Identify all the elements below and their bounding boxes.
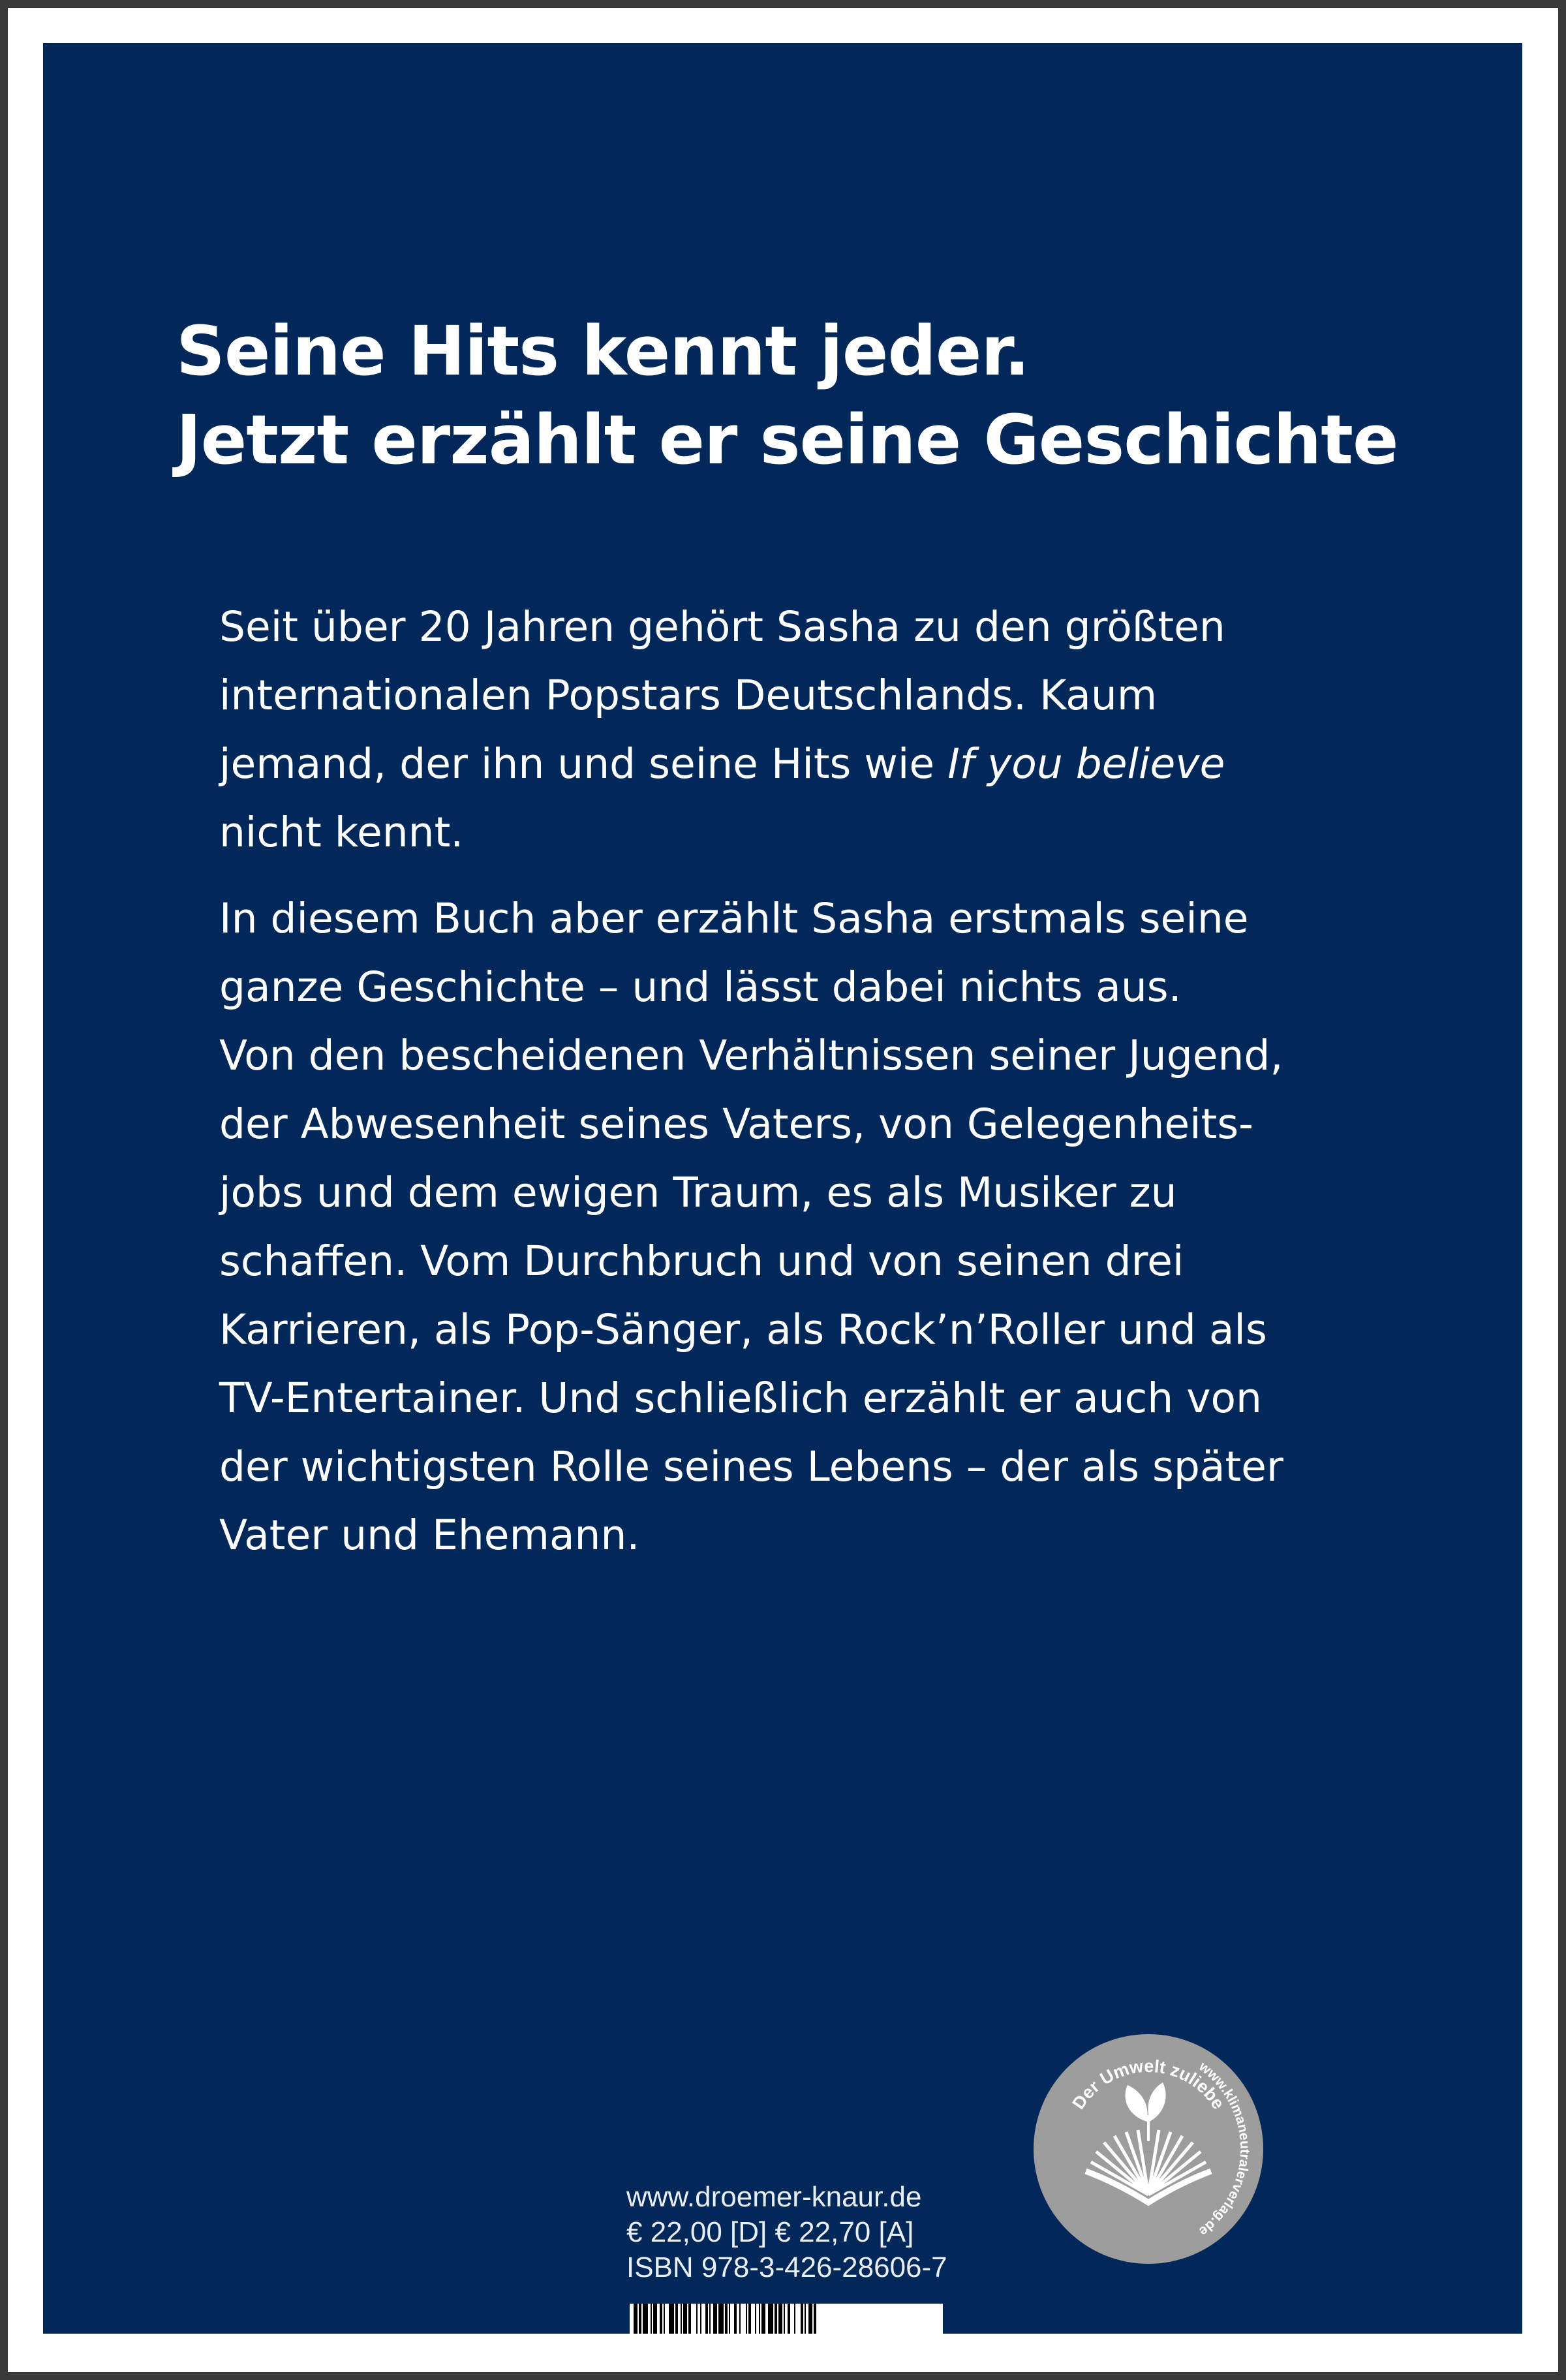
barcode-bar bbox=[814, 2304, 816, 2334]
imprint bbox=[626, 2180, 953, 2285]
blurb-line: TV-Entertainer. Und schließlich erzählt er auch von bbox=[219, 1374, 1262, 1422]
barcode-bar bbox=[739, 2304, 741, 2334]
climate-neutral-seal bbox=[1031, 2032, 1266, 2266]
barcode-bar bbox=[794, 2304, 795, 2334]
blurb-line-text: jemand, der ihn und seine Hits wie bbox=[219, 740, 948, 788]
isbn: ISBN 978-3-426-28606-7 bbox=[626, 2251, 947, 2283]
blurb-line: ganze Geschichte – und lässt dabei nichts aus. bbox=[219, 963, 1182, 1011]
barcode-bar bbox=[805, 2304, 806, 2334]
barcode-bar bbox=[700, 2304, 701, 2334]
blurb-line: In diesem Buch aber erzählt Sasha erstmals seine bbox=[219, 895, 1249, 942]
blurb-line: jobs und dem ewigen Traum, es als Musiker zu bbox=[219, 1169, 1177, 1216]
headline-line-2: Jetzt erzählt er seine Geschichte bbox=[176, 400, 1398, 480]
blurb-paragraph-2 bbox=[219, 884, 1394, 1569]
blurb-line bbox=[219, 730, 1394, 798]
barcode-bar bbox=[748, 2304, 751, 2334]
barcode-bar bbox=[688, 2304, 691, 2334]
barcode-bars bbox=[630, 2304, 943, 2334]
price-info: € 22,00 [D] € 22,70 [A] bbox=[626, 2216, 914, 2248]
blurb-line: der Abwesenheit seines Vaters, von Gelegenheits- bbox=[219, 1100, 1253, 1148]
barcode-bar bbox=[729, 2304, 730, 2334]
blurb-line: Karrieren, als Pop-Sänger, als Rock’n’Roller und als bbox=[219, 1306, 1267, 1353]
song-title: If you believe bbox=[947, 740, 1225, 788]
barcode-bar bbox=[705, 2304, 708, 2334]
blurb-line: Seit über 20 Jahren gehört Sasha zu den größten bbox=[219, 603, 1225, 651]
barcode-bar bbox=[775, 2304, 777, 2334]
barcode-bar bbox=[801, 2304, 803, 2334]
barcode-bar bbox=[808, 2304, 812, 2334]
barcode-bar bbox=[634, 2304, 637, 2334]
barcode bbox=[630, 2304, 943, 2334]
barcode-bar bbox=[651, 2304, 652, 2334]
blurb-line: Von den bescheidenen Verhältnissen seiner Jugend, bbox=[219, 1032, 1283, 1079]
barcode-bar bbox=[681, 2304, 682, 2334]
blurb-line: Vater und Ehemann. bbox=[219, 1511, 640, 1559]
blurb-line: der wichtigsten Rolle seines Lebens – der als später bbox=[219, 1443, 1283, 1491]
barcode-bar bbox=[664, 2304, 665, 2334]
barcode-bar bbox=[755, 2304, 756, 2334]
barcode-bar bbox=[709, 2304, 711, 2334]
barcode-bar bbox=[725, 2304, 728, 2334]
barcode-bar bbox=[768, 2304, 773, 2334]
barcode-bar bbox=[643, 2304, 648, 2334]
barcode-bar bbox=[788, 2304, 790, 2334]
barcode-bar bbox=[759, 2304, 760, 2334]
blurb-line: internationalen Popstars Deutschlands. Kaum bbox=[219, 672, 1158, 719]
barcode-bar bbox=[778, 2304, 782, 2334]
barcode-bar bbox=[660, 2304, 662, 2334]
seal-top-text: Der Umwelt zuliebe bbox=[1068, 2056, 1229, 2113]
headline-line-1: Seine Hits kennt jeder. bbox=[176, 311, 1030, 391]
barcode-bar bbox=[683, 2304, 687, 2334]
publisher-website: www.droemer-knaur.de bbox=[626, 2181, 922, 2213]
barcode-bar bbox=[713, 2304, 717, 2334]
blurb-paragraph-1 bbox=[219, 593, 1394, 867]
barcode-bar bbox=[718, 2304, 724, 2334]
seal-website-text: www.klimaneutralerverlag.de bbox=[1196, 2059, 1253, 2240]
barcode-bar bbox=[761, 2304, 765, 2334]
blurb-line: nicht kennt. bbox=[219, 809, 464, 856]
barcode-bar bbox=[696, 2304, 698, 2334]
barcode-bar bbox=[653, 2304, 657, 2334]
blurb-line: schaffen. Vom Durchbruch und von seinen drei bbox=[219, 1237, 1184, 1285]
barcode-bar bbox=[675, 2304, 678, 2334]
headline bbox=[176, 307, 1416, 484]
barcode-bar bbox=[784, 2304, 785, 2334]
barcode-bar bbox=[669, 2304, 674, 2334]
barcode-bar bbox=[734, 2304, 737, 2334]
barcode-bar bbox=[746, 2304, 747, 2334]
barcode-bar bbox=[639, 2304, 641, 2334]
